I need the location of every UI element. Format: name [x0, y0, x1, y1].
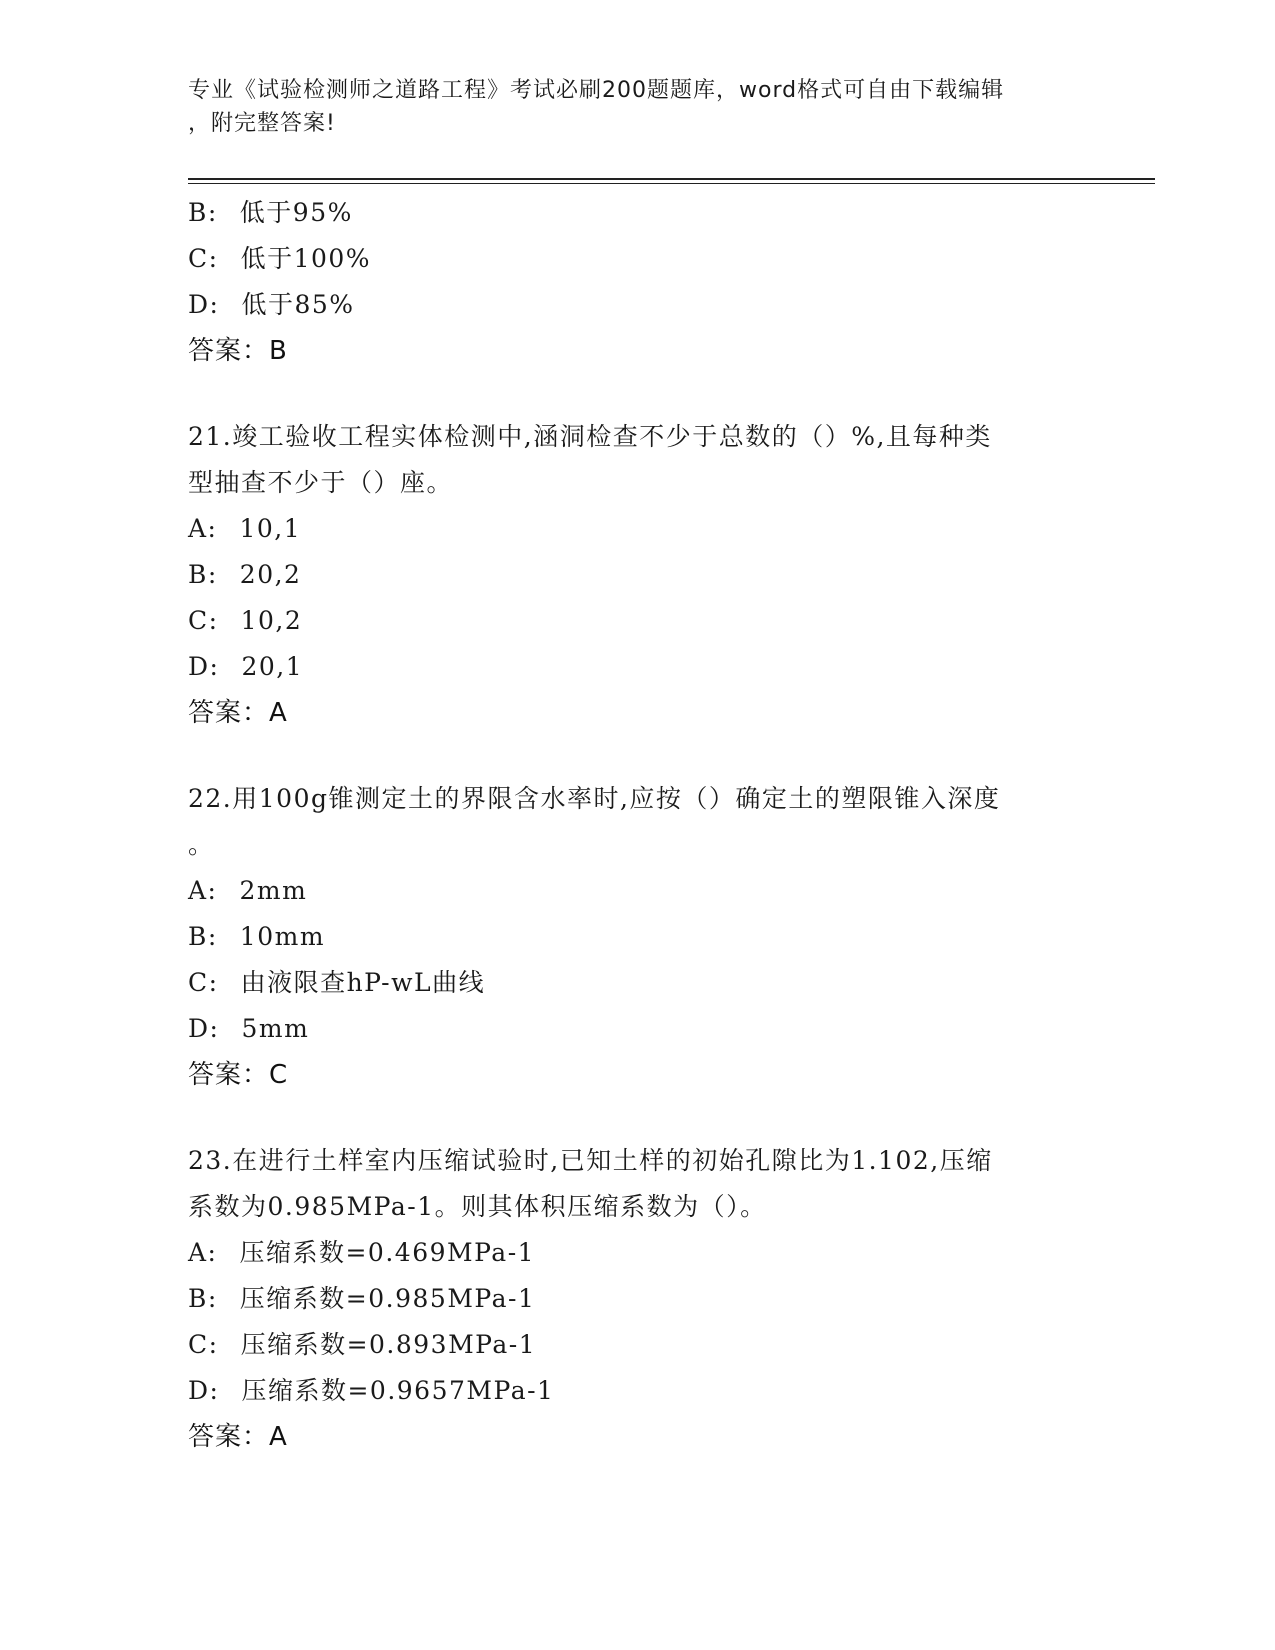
option-c	[188, 1322, 1088, 1368]
option-text: 10,2	[240, 606, 303, 635]
option-b	[188, 552, 1088, 598]
question-text	[188, 776, 1078, 868]
answer-line: 答案：A	[188, 1422, 288, 1452]
header-divider-thick	[188, 178, 1155, 180]
option-key: D:	[188, 652, 220, 681]
option-b	[188, 1276, 1088, 1322]
header-line-1: 专业《试验检测师之道路工程》考试必刷200题题库，word格式可自由下载编辑	[188, 78, 1005, 103]
question-line-2: 系数为0.985MPa-1。则其体积压缩系数为（）。	[188, 1192, 767, 1221]
question-23	[188, 1138, 1088, 1460]
option-d	[188, 1006, 1088, 1052]
question-line-2: 。	[188, 830, 215, 859]
option-text: 20,1	[241, 652, 304, 681]
option-key: A:	[188, 514, 218, 543]
answer-line: 答案：C	[188, 1060, 289, 1090]
option-text: 低于95%	[239, 198, 353, 227]
option-d	[188, 1368, 1088, 1414]
option-text: 压缩系数=0.893MPa-1	[240, 1330, 537, 1359]
question-line-1: 23.在进行土样室内压缩试验时,已知土样的初始孔隙比为1.102,压缩	[188, 1146, 993, 1175]
option-c	[188, 598, 1088, 644]
option-a	[188, 506, 1088, 552]
option-c	[188, 960, 1088, 1006]
question-22	[188, 776, 1088, 1098]
option-key: D:	[188, 1376, 220, 1405]
option-a	[188, 1230, 1088, 1276]
option-d	[188, 644, 1088, 690]
option-text: 压缩系数=0.9657MPa-1	[241, 1376, 555, 1405]
document-body	[188, 190, 1088, 1460]
page-header	[188, 74, 1068, 140]
question-21	[188, 414, 1088, 736]
header-line-2: ，附完整答案!	[188, 111, 336, 136]
option-text: 20,2	[239, 560, 302, 589]
answer-line: 答案：A	[188, 698, 288, 728]
option-a	[188, 868, 1088, 914]
option-b	[188, 914, 1088, 960]
option-text: 低于85%	[241, 290, 355, 319]
question-20-continued	[188, 190, 1088, 374]
question-text	[188, 414, 1078, 506]
header-divider-thin	[188, 183, 1155, 184]
option-c	[188, 236, 1088, 282]
option-d	[188, 282, 1088, 328]
option-text: 5mm	[241, 1014, 310, 1043]
question-line-1: 21.竣工验收工程实体检测中,涵洞检查不少于总数的（）%,且每种类	[188, 422, 992, 451]
option-text: 低于100%	[240, 244, 372, 273]
option-key: B:	[188, 1284, 218, 1313]
option-key: A:	[188, 876, 218, 905]
option-b	[188, 190, 1088, 236]
option-text: 压缩系数=0.469MPa-1	[239, 1238, 536, 1267]
option-key: B:	[188, 198, 218, 227]
option-key: B:	[188, 560, 218, 589]
option-text: 由液限查hP-wL曲线	[240, 968, 486, 997]
option-key: C:	[188, 244, 219, 273]
option-key: A:	[188, 1238, 218, 1267]
option-key: C:	[188, 968, 219, 997]
question-line-2: 型抽查不少于（）座。	[188, 468, 454, 497]
option-key: C:	[188, 1330, 219, 1359]
answer-line: 答案：B	[188, 336, 288, 366]
option-text: 2mm	[239, 876, 308, 905]
option-text: 10,1	[239, 514, 302, 543]
option-key: B:	[188, 922, 218, 951]
option-key: D:	[188, 290, 220, 319]
option-key: D:	[188, 1014, 220, 1043]
question-text	[188, 1138, 1078, 1230]
option-text: 10mm	[239, 922, 326, 951]
option-text: 压缩系数=0.985MPa-1	[239, 1284, 536, 1313]
question-line-1: 22.用100g锥测定土的界限含水率时,应按（）确定土的塑限锥入深度	[188, 784, 1001, 813]
option-key: C:	[188, 606, 219, 635]
